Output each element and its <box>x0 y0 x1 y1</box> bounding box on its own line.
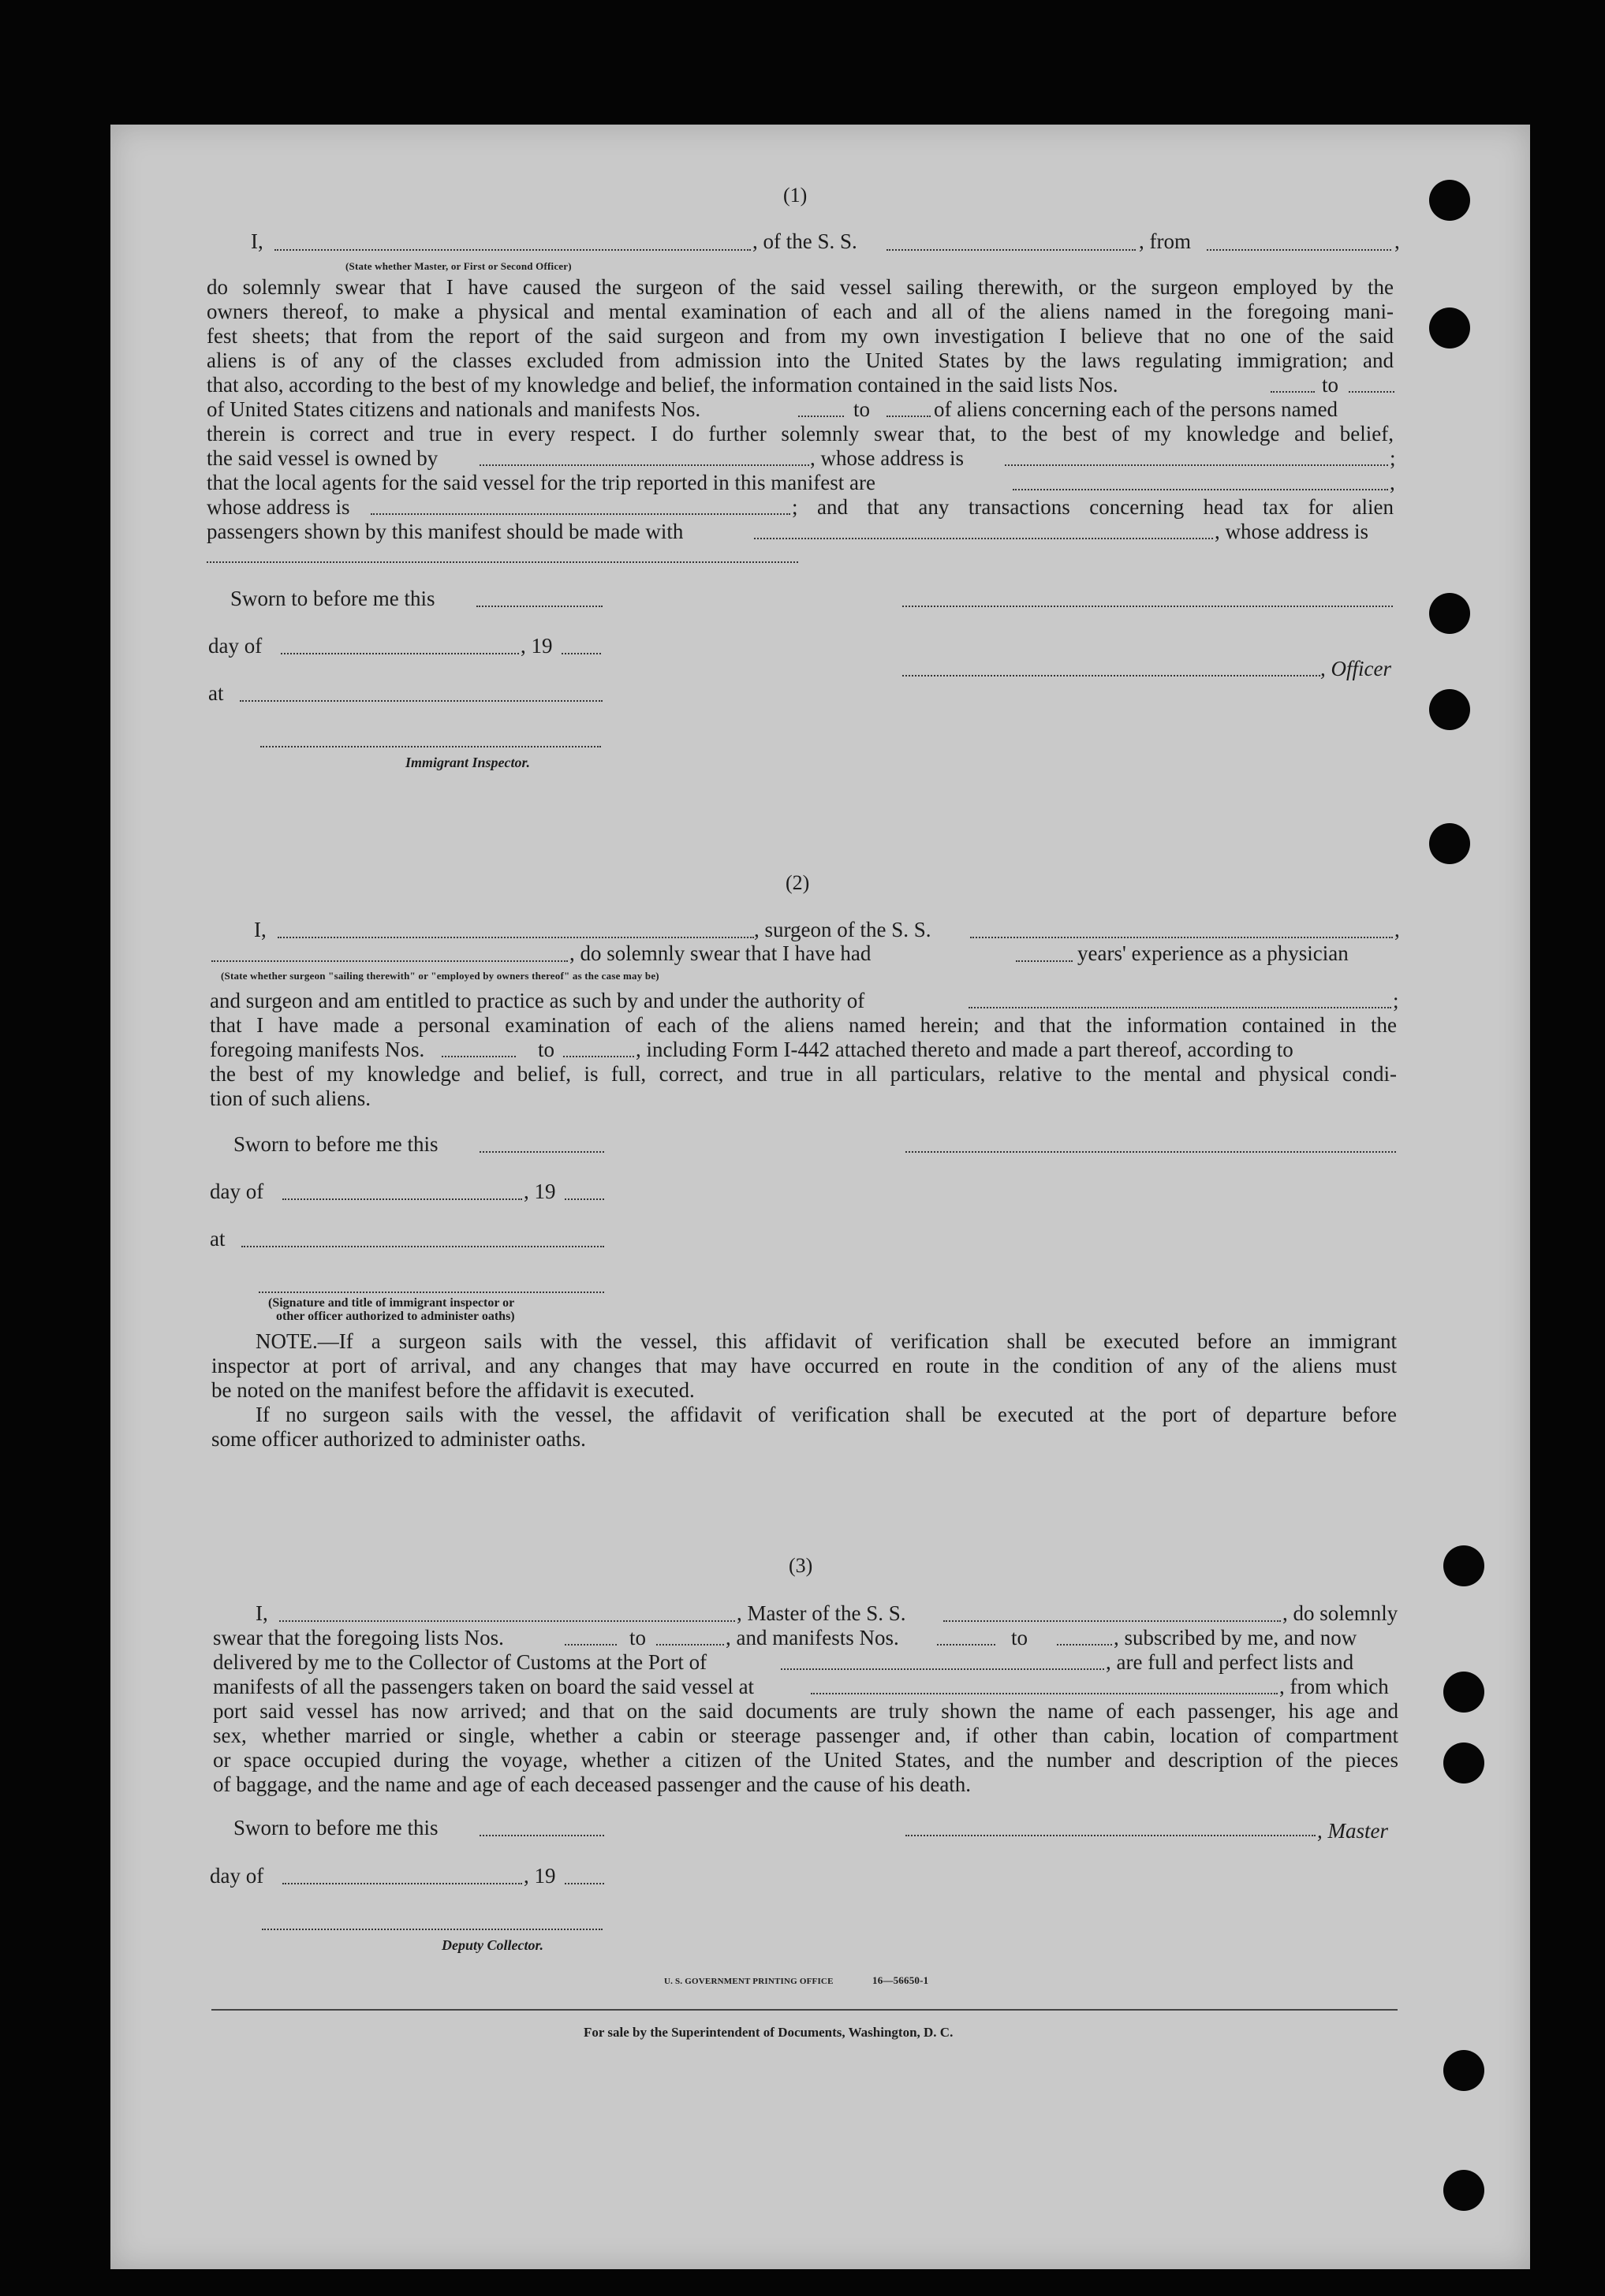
s2-sig-note-2: other officer authorized to administer oaths) <box>276 1310 515 1323</box>
s3-line-1b: to <box>629 1626 647 1649</box>
s1-officer: , Officer <box>1320 657 1391 680</box>
s1-head-tax-address-blank <box>207 561 798 563</box>
s2-swear: , do solemnly swear that I have had <box>569 941 872 965</box>
s1-of-ss: , of the S. S. <box>752 229 857 253</box>
s2-line-4: the best of my knowledge and belief, is full, correct, and true in all particulars, relative to the mental and physical condi- <box>210 1062 1397 1086</box>
s1-line-3: fest sheets; that from the report of the said surgeon and from my own investigation I believe that no one of the said <box>207 324 1394 348</box>
s3-manifests-from-blank <box>937 1644 995 1646</box>
s2-line-1: and surgeon and am entitled to practice as such by and under the authority of <box>210 989 865 1012</box>
s3-port-blank <box>781 1668 1104 1670</box>
s1-comma: , <box>1394 229 1400 253</box>
s1-signature-top-blank <box>902 606 1393 607</box>
s2-line-3c: , including Form I-442 attached thereto and made a part thereof, according to <box>636 1038 1293 1061</box>
s1-lists-from-blank <box>1271 391 1315 393</box>
s2-years-blank <box>1016 960 1073 962</box>
s3-lists-to-blank <box>656 1644 724 1646</box>
s1-vessel-name-blank <box>886 249 1136 251</box>
section-2-number: (2) <box>786 871 810 894</box>
s1-i: I, <box>251 229 263 253</box>
s3-day-of: day of <box>210 1864 264 1888</box>
s2-i: I, <box>254 918 267 941</box>
form-number: 16—56650-1 <box>872 1974 929 1986</box>
s3-departure-port-blank <box>811 1693 1278 1694</box>
s2-authority-blank <box>969 1007 1391 1008</box>
s1-manifests-from-blank <box>798 416 844 417</box>
s3-day-blank <box>282 1883 522 1884</box>
s1-year-blank <box>562 653 601 654</box>
s1-day-blank <box>281 653 519 654</box>
s2-manifests-to-blank <box>563 1056 634 1057</box>
s1-lists-to-blank <box>1349 391 1394 393</box>
s2-at-blank <box>241 1246 604 1247</box>
s1-inspector-caption: Immigrant Inspector. <box>405 755 531 770</box>
s2-years: years' experience as a physician <box>1077 941 1349 965</box>
s2-inspector-signature-blank <box>259 1292 604 1293</box>
s2-note-5: some officer authorized to administer oaths. <box>211 1427 586 1451</box>
s2-note-4: If no surgeon sails with the vessel, the affidavit of verification shall be executed at the port of departure before <box>256 1403 1397 1426</box>
punch-hole <box>1429 823 1470 864</box>
s3-deputy-caption: Deputy Collector. <box>442 1937 543 1953</box>
s3-line-7: of baggage, and the name and age of each deceased passenger and the cause of his death. <box>213 1772 972 1796</box>
s3-line-2b: , are full and perfect lists and <box>1106 1650 1354 1674</box>
s2-line-5: tion of such aliens. <box>210 1086 371 1110</box>
s1-owner-blank <box>480 464 809 466</box>
s1-line-6b: to <box>853 397 871 421</box>
s2-comma: , <box>1394 918 1400 941</box>
s2-note-3: be noted on the manifest before the affidavit is executed. <box>211 1378 695 1402</box>
s1-semi-1: ; <box>1390 446 1396 470</box>
s1-inspector-signature-blank <box>260 746 601 747</box>
s2-surgeon-name-blank <box>278 937 754 938</box>
s1-at: at <box>208 681 224 705</box>
s2-day-blank <box>282 1198 522 1200</box>
s1-nineteen: , 19 <box>521 634 553 658</box>
footer-rule <box>211 2009 1398 2011</box>
punch-hole <box>1443 1742 1484 1784</box>
s2-nineteen: , 19 <box>524 1180 556 1203</box>
s1-sworn: Sworn to before me this <box>230 587 435 610</box>
s1-head-tax-blank <box>754 538 1213 539</box>
s1-day-of: day of <box>208 634 263 658</box>
section-3-number: (3) <box>789 1554 813 1577</box>
s2-year-blank <box>565 1198 604 1200</box>
s1-manifests-to-blank <box>886 416 931 417</box>
punch-hole <box>1429 593 1470 634</box>
s1-line-10b: ; and that any transactions concerning head tax for alien <box>792 495 1394 519</box>
s3-collector-signature-blank <box>262 1929 603 1930</box>
s3-year-blank <box>565 1883 604 1884</box>
s3-line-1e: , subscribed by me, and now <box>1114 1626 1357 1649</box>
s3-line-5: sex, whether married or single, whether a cabin or steerage passenger and, if other than cabin, location of compartment <box>213 1724 1398 1747</box>
s1-line-2: owners thereof, to make a physical and mental examination of each and all of the aliens named in the foregoing mani- <box>207 300 1394 323</box>
s3-master-ss: , Master of the S. S. <box>737 1601 906 1625</box>
s1-line-10a: whose address is <box>207 495 350 519</box>
s2-sworn-date-blank <box>480 1151 604 1153</box>
s2-at: at <box>210 1227 226 1250</box>
s2-sig-note-1: (Signature and title of immigrant inspector or <box>268 1296 515 1310</box>
s3-line-1d: to <box>1011 1626 1028 1649</box>
s1-at-blank <box>240 700 603 702</box>
s2-signature-blank <box>905 1151 1396 1153</box>
s2-semi: ; <box>1393 989 1399 1012</box>
s3-line-2a: delivered by me to the Collector of Customs at the Port of <box>213 1650 707 1674</box>
punch-hole <box>1443 2170 1484 2211</box>
s1-line-9: that the local agents for the said vessel for the trip reported in this manifest are <box>207 471 875 494</box>
sale-notice: For sale by the Superintendent of Documents, Washington, D. C. <box>584 2025 954 2040</box>
punch-hole <box>1429 308 1470 348</box>
s3-master-signature-blank <box>905 1835 1316 1836</box>
s2-surgeon-ss: , surgeon of the S. S. <box>754 918 931 941</box>
s1-comma-2: , <box>1390 471 1395 494</box>
s3-line-3a: manifests of all the passengers taken on board the said vessel at <box>213 1675 755 1698</box>
s1-line-11a: passengers shown by this manifest should be made with <box>207 520 684 543</box>
s1-officer-signature-blank <box>902 675 1320 676</box>
s3-line-4: port said vessel has now arrived; and that on the said documents are truly shown the name of each passenger, his age and <box>213 1699 1398 1723</box>
s1-master-note: (State whether Master, or First or Second Officer) <box>345 260 572 272</box>
s2-surgeon-note: (State whether surgeon "sailing therewith" or "employed by owners thereof" as the case may be) <box>221 970 659 982</box>
s1-from-port-blank <box>1207 249 1391 251</box>
s1-line-8b: , whose address is <box>810 446 964 470</box>
s1-line-11b: , whose address is <box>1215 520 1368 543</box>
s3-line-1c: , and manifests Nos. <box>726 1626 899 1649</box>
punch-hole <box>1443 1672 1484 1713</box>
s1-agents-blank <box>1013 489 1388 490</box>
gpo-imprint: U. S. GOVERNMENT PRINTING OFFICE <box>664 1977 834 1986</box>
s3-manifests-to-blank <box>1057 1644 1112 1646</box>
s2-vessel-blank <box>970 937 1393 938</box>
punch-hole <box>1443 2050 1484 2091</box>
s2-manifests-from-blank <box>442 1056 516 1057</box>
punch-hole <box>1429 180 1470 221</box>
s3-line-6: or space occupied during the voyage, whether a citizen of the United States, and the number and description of the pieces <box>213 1748 1398 1772</box>
s2-surgeon-type-blank <box>211 960 568 962</box>
s2-note-2: inspector at port of arrival, and any changes that may have occurred en route in the condition of any of the aliens must <box>211 1354 1397 1377</box>
s1-from: , from <box>1139 229 1191 253</box>
s1-owner-address-blank <box>1005 464 1388 466</box>
s1-line-6a: of United States citizens and nationals and manifests Nos. <box>207 397 701 421</box>
s3-lists-from-blank <box>565 1644 617 1646</box>
s3-nineteen: , 19 <box>524 1864 556 1888</box>
s3-sworn-date-blank <box>480 1835 604 1836</box>
s1-line-7: therein is correct and true in every respect. I do further solemnly swear that, to the best of my knowledge and belief, <box>207 422 1394 445</box>
s1-officer-name-blank <box>274 249 751 251</box>
s2-note-1: NOTE.—If a surgeon sails with the vessel, this affidavit of verification shall be executed before an immigrant <box>256 1329 1397 1353</box>
s3-i: I, <box>256 1601 268 1625</box>
s2-sworn: Sworn to before me this <box>233 1132 439 1156</box>
s3-line-1a: swear that the foregoing lists Nos. <box>213 1626 504 1649</box>
punch-hole <box>1443 1545 1484 1586</box>
s1-line-4: aliens is of any of the classes excluded from admission into the United States by the laws regulating immigration; and <box>207 348 1394 372</box>
s3-sworn: Sworn to before me this <box>233 1816 439 1839</box>
s3-master: , Master <box>1317 1819 1388 1843</box>
s2-line-3b: to <box>538 1038 555 1061</box>
s1-line-6c: of aliens concerning each of the persons named <box>934 397 1338 421</box>
s1-line-1: do solemnly swear that I have caused the surgeon of the said vessel sailing therewith, or the surgeon employed by the <box>207 275 1394 299</box>
s2-day-of: day of <box>210 1180 264 1203</box>
s3-do-solemnly: , do solemnly <box>1282 1601 1398 1625</box>
s1-line-5a: that also, according to the best of my knowledge and belief, the information contained in the said lists Nos. <box>207 373 1118 397</box>
s3-line-3b: , from which <box>1279 1675 1389 1698</box>
s3-master-name-blank <box>279 1620 735 1622</box>
s1-line-8a: the said vessel is owned by <box>207 446 439 470</box>
section-1-number: (1) <box>783 184 808 207</box>
punch-hole <box>1429 689 1470 730</box>
s1-sworn-date-blank <box>476 606 603 607</box>
s2-line-2: that I have made a personal examination of each of the aliens named herein; and that the information contained in the <box>210 1013 1397 1037</box>
s2-line-3a: foregoing manifests Nos. <box>210 1038 425 1061</box>
s1-line-5b: to <box>1322 373 1339 397</box>
s1-agents-address-blank <box>371 513 790 515</box>
s3-vessel-blank <box>943 1620 1281 1622</box>
